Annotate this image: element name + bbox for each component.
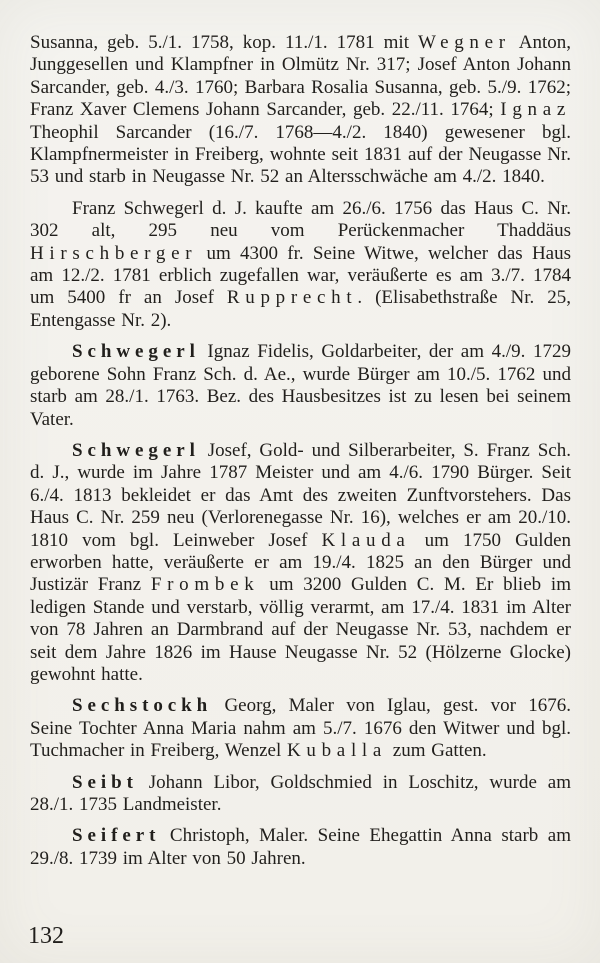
text-segment: Theophil Sarcander (16./7. 1768—4./2. 1840) gewesener bgl. Klampfnermeister in Freiberg, wohnte seit 1831 auf der Neugasse Nr. 53 und starb in Neugasse Nr. 52 an Altersschwäche am 4./2. 1840.: [30, 121, 571, 188]
text-segment: Kuballa: [286, 740, 388, 762]
entry-headword: Schwegerl: [72, 439, 200, 461]
entry-headword: Sechstockh: [72, 695, 213, 717]
text-segment: um 3200 Gulden C. M. Er blieb im ledigen Stande und verstarb, völlig verarmt, am 17./4. 1831 im Alter von 78 Jahren an Darmbrand auf der Neugasse Nr. 53, nachdem er seit dem Jahre 1826 im Hause Neugasse Nr. 52 (Hölzerne Glocke) gewohnt hatte.: [30, 574, 571, 685]
paragraph: [30, 772, 571, 817]
text-segment: Hirschberger: [30, 242, 198, 264]
text-segment: . (Elisabethstraße Nr. 25, Entengasse Nr. 2).: [30, 287, 571, 331]
paragraph: [30, 825, 571, 870]
text-segment: Johann Libor, Goldschmied in Loschitz, wurde am 28./1. 1735 Landmeister.: [30, 771, 571, 815]
entry-headword: Seifert: [72, 825, 161, 847]
text-block: [30, 32, 571, 870]
text-segment: Rupprecht: [226, 287, 358, 309]
text-segment: Franz Schwegerl d. J. kaufte am 26./6. 1756 das Haus C. Nr. 302 alt, 295 neu vom Perückenmacher Thaddäus: [30, 197, 571, 242]
page-number: 132: [28, 923, 64, 949]
text-segment: Anton, Junggesellen und Klampfner in Olmütz Nr. 317; Josef Anton Johann Sarcander, geb. 4./3. 1760; Barbara Rosalia Susanna, geb. 5./9. 1762; Franz Xaver Clemens Johann Sarcander, geb. 22./11. 1764;: [30, 32, 572, 121]
text-segment: Josef, Gold- und Silberarbeiter, S. Franz Sch. d. J., wurde im Jahre 1787 Meister und am 4./6. 1790 Bürger. Seit 6./4. 1813 bekleidet er das Amt des zweiten Zunftvorstehers. Das Haus C. Nr. 259 neu (Verlorenegasse Nr. 16), welches er am 20./10. 1810 vom bgl. Leinweber Josef: [30, 439, 571, 551]
paragraph: [30, 440, 571, 686]
text-segment: zum Gatten.: [387, 740, 487, 762]
paragraph: [30, 341, 571, 431]
text-segment: Wegner: [417, 32, 511, 53]
text-segment: Ignaz Fidelis, Goldarbeiter, der am 4./9. 1729 geborene Sohn Franz Sch. d. Ae., wurde Bürger am 10./5. 1762 und starb am 28./1. 1763. Bez. des Hausbesitzes ist zu lesen bei seinem Vater.: [30, 341, 571, 430]
paragraph: [30, 32, 571, 189]
paragraph: [30, 695, 571, 762]
text-segment: Ignaz: [500, 99, 571, 121]
text-segment: Frombek: [150, 574, 260, 596]
text-segment: Susanna, geb. 5./1. 1758, kop. 11./1. 1781 mit: [30, 32, 418, 53]
text-segment: Georg, Maler von Iglau, gest. vor 1676. Seine Tochter Anna Maria nahm am 5./7. 1676 den Witwer und bgl. Tuchmacher in Freiberg, Wenzel: [30, 695, 571, 762]
entry-headword: Schwegerl: [72, 341, 200, 363]
paragraph: [30, 198, 571, 332]
text-segment: um 1750 Gulden erworben hatte, veräußerte er am 19./4. 1825 an den Bürger und Justizär Franz: [30, 529, 572, 596]
entry-headword: Seibt: [72, 771, 138, 793]
text-segment: Klauda: [321, 529, 411, 551]
text-segment: Christoph, Maler. Seine Ehegattin Anna starb am 29./8. 1739 im Alter von 50 Jahren.: [30, 825, 571, 869]
text-segment: um 4300 fr. Seine Witwe, welcher das Haus am 12./2. 1781 erblich zugefallen war, veräußerte es am 3./7. 1784 um 5400 fr an Josef: [30, 242, 571, 309]
